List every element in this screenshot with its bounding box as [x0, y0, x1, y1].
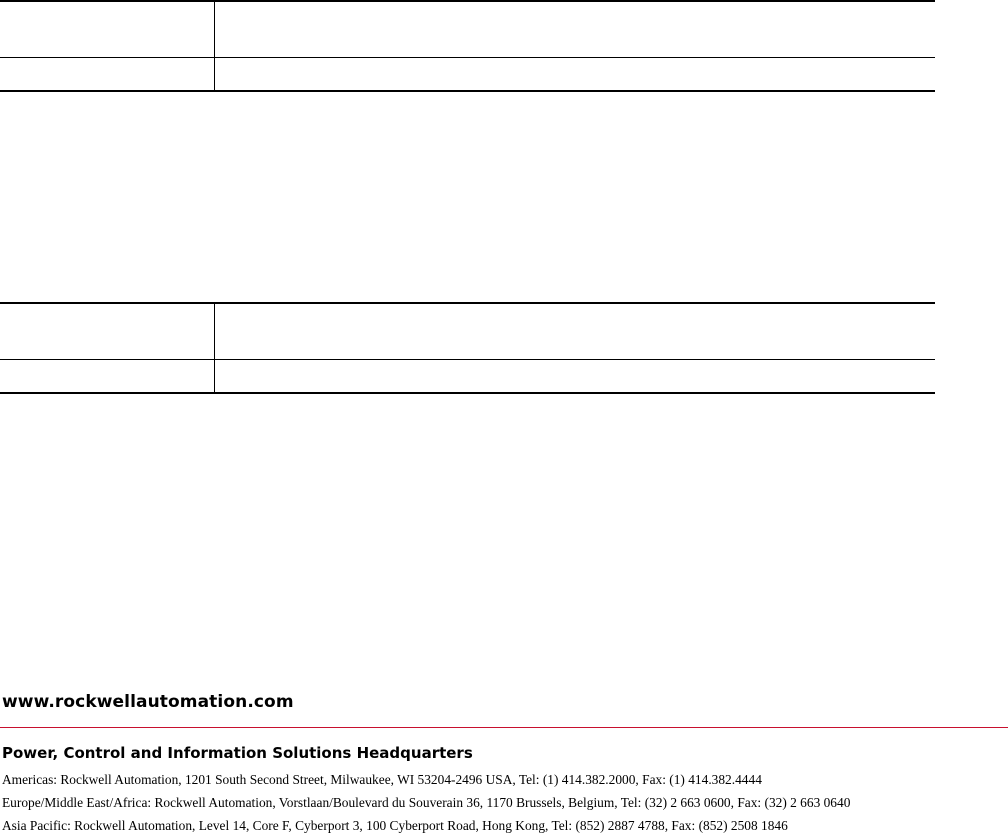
table-row [0, 359, 935, 392]
table-cell [215, 304, 935, 359]
table-cell [0, 304, 215, 359]
revision-table-2 [0, 302, 935, 394]
address-americas: Americas: Rockwell Automation, 1201 South Second Street, Milwaukee, WI 53204-2496 USA, Tel: (1) 414.382.2000, Fax: (1) 414.382.4444 [2, 772, 762, 787]
footer-divider [0, 727, 1008, 728]
headquarters-title: Power, Control and Information Solutions Headquarters [2, 744, 473, 762]
table-cell [0, 360, 215, 392]
address-asia-pacific: Asia Pacific: Rockwell Automation, Level 14, Core F, Cyberport 3, 100 Cyberport Road, Hong Kong, Tel: (852) 2887 4788, Fax: (852) 2508 1846 [2, 818, 788, 833]
table-row [0, 57, 935, 90]
table-cell [215, 2, 935, 57]
revision-table-1 [0, 0, 935, 92]
table-cell [215, 360, 935, 392]
address-emea: Europe/Middle East/Africa: Rockwell Automation, Vorstlaan/Boulevard du Souverain 36, 1170 Brussels, Belgium, Tel: (32) 2 663 0600, Fax: (32) 2 663 0640 [2, 795, 851, 810]
table-row [0, 2, 935, 57]
table-cell [0, 58, 215, 90]
table-cell [215, 58, 935, 90]
table-cell [0, 2, 215, 57]
website-link[interactable]: www.rockwellautomation.com [2, 692, 294, 712]
table-row [0, 304, 935, 359]
